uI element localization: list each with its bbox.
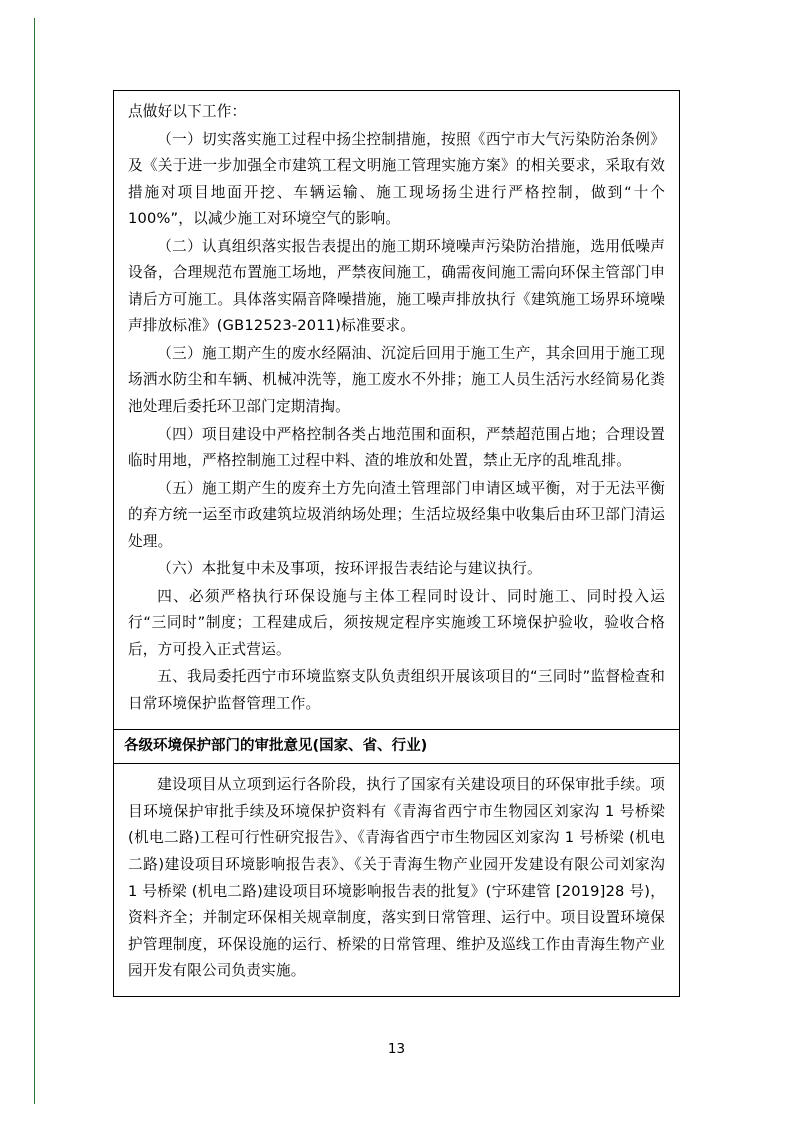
paragraph: 点做好以下工作：	[128, 103, 247, 120]
paragraph: （一）切实落实施工过程中扬尘控制措施，按照《西宁市大气污染防治条例》及《关于进一步加强全市建筑工程文明施工管理实施方案》的相关要求，采取有效措施对项目地面开挖、车辆运输、施工现场扬尘进行严格控制，做到“十个 100%”，以减少施工对环境空气的影响。	[128, 130, 665, 228]
binding-rule-decoration	[34, 18, 35, 1104]
construction-measures-cell	[114, 91, 679, 730]
paragraph: 建设项目从立项到运行各阶段，执行了国家有关建设项目的环保审批手续。项目环境保护审批手续及环境保护资料有《青海省西宁市生物园区刘家沟 1 号桥梁 (机电二路)工程可行性研究报告》、《青海省西宁市生物园区刘家沟 1 号桥梁 (机电二路)建设项目环境影响报告表》、《关于青海生物产业园开发建设有限公司刘家沟 1 号桥梁 (机电二路)建设项目环境影响报告表的批复》(宁环建管 [2019]28 号)，资料齐全；并制定环保相关规章制度，落实到日常管理、运行中。项目设置环境保护管理制度，环保设施的运行、桥梁的日常管理、维护及巡线工作由青海生物产业园开发有限公司负责实施。	[128, 776, 665, 980]
paragraph: （六）本批复中未及事项，按环评报告表结论与建议执行。	[157, 560, 542, 578]
paragraph: （五）施工期产生的废弃土方先向渣土管理部门申请区域平衡，对于无法平衡的弃方统一运至市政建筑垃圾消纳场处理；生活垃圾经集中收集后由环卫部门清运处理。	[128, 479, 665, 550]
approval-document-table	[113, 90, 680, 997]
paragraph: （三）施工期产生的废水经隔油、沉淀后回用于施工生产，其余回用于施工现场洒水防尘和车辆、机械冲洗等，施工废水不外排；施工人员生活污水经简易化粪池处理后委托环卫部门定期清掏。	[128, 344, 665, 416]
paragraph: （四）项目建设中严格控制各类占地范围和面积，严禁超范围占地；合理设置临时用地，严格控制施工过程中料、渣的堆放和处置，禁止无序的乱堆乱排。	[128, 425, 665, 470]
section-heading-approval-opinions: 各级环境保护部门的审批意见(国家、省、行业)	[114, 730, 679, 765]
page-number: 13	[387, 1041, 406, 1057]
paragraph: 五、我局委托西宁市环境监察支队负责组织开展该项目的“三同时”监督检查和日常环境保护监督管理工作。	[128, 668, 665, 713]
paragraph: （二）认真组织落实报告表提出的施工期环境噪声污染防治措施，选用低噪声设备，合理规范布置施工场地，严禁夜间施工，确需夜间施工需向环保主管部门申请后方可施工。具体落实隔音降噪措施，施工噪声排放执行《建筑施工场界环境噪声排放标准》(GB12523-2011)标准要求。	[128, 237, 665, 335]
approval-opinions-content-cell	[114, 764, 679, 995]
paragraph: 四、必须严格执行环保设施与主体工程同时设计、同时施工、同时投入运行“三同时”制度；工程建成后，须按规定程序实施竣工环境保护验收，验收合格后，方可投入正式营运。	[128, 587, 665, 658]
